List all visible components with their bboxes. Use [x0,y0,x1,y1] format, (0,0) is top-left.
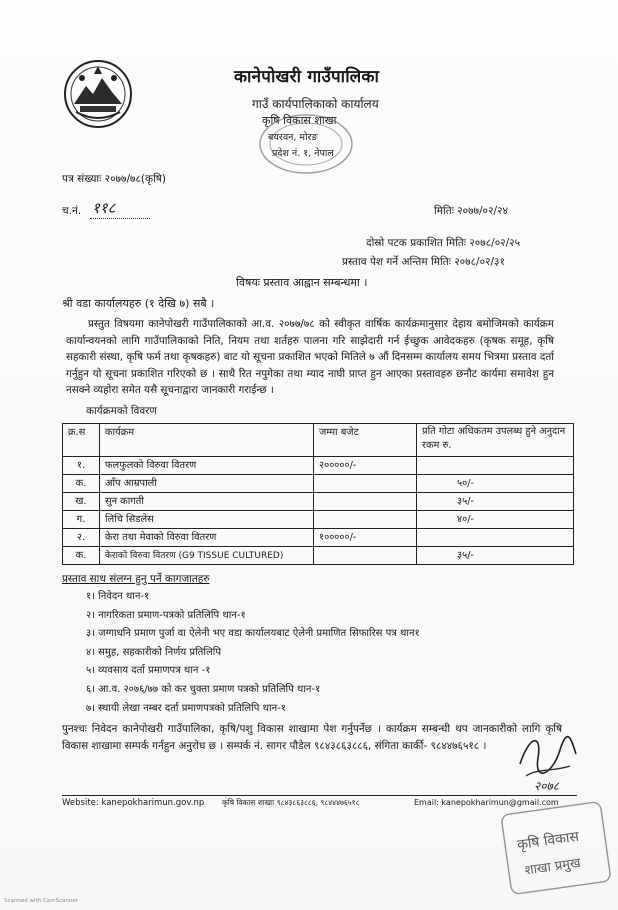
dispatch-number-label: च.नं. [62,205,82,217]
header-budget: जम्मा बजेट [314,424,417,457]
list-item: ३। जग्गाधनि प्रमाण पुर्जा वा ऐलेनी भए वडा कार्यालयबाट ऐलेनी प्रमाणित सिफारिस पत्र थान१ [86,628,420,640]
scanner-watermark: Scanned with CamScanner [4,898,78,904]
dispatch-number-underline [90,218,150,219]
list-item: २। नागरिकता प्रमाण-पत्रको प्रतिलिपि थान-१ [86,609,246,621]
letter-recipient: श्री वडा कार्यालयहरु (१ देखि ७) सबै । [62,297,215,310]
body-paragraph [66,316,554,399]
list-item: ५। व्यवसाय दर्ता प्रमाणपत्र थान -१ [86,665,211,677]
cell-budget: १०००००/- [314,529,417,547]
second-publish-date: दोस्रो पटक प्रकाशित मितिः २०७८/०२/२५ [366,237,521,249]
table-row [63,511,574,529]
footer-website: Website: kanepokharimun.gov.np [62,798,205,808]
last-submission-date: प्रस्ताव पेश गर्ने अन्तिम मितिः २०७८/०२/३१ [342,256,505,268]
letter-reference-number: पत्र संख्याः २०७७/७८(कृषि) [62,173,166,185]
office-seal-icon [256,112,356,176]
cell-subsidy: ३५/- [417,547,574,565]
office-address: बयरवन, मोरङ [268,132,318,143]
table-header-row [63,424,574,457]
letter-date: मितिः २०७७/०२/२४ [434,205,508,217]
footer-rule [62,795,577,796]
list-item: ७। स्थायी लेखा नम्बर दर्ता प्रमाणपत्रको प्रतिलिपि थान-१ [86,702,286,714]
list-item: १। निवेदन थान-१ [86,591,150,602]
signature-date: २०७८ [534,779,559,793]
closing-note: पुनश्चः निवेदन कानेपोखरी गाउँपालिका, कृषि/पशु विकास शाखामा पेश गर्नुपर्नेछ । कार्यक्रम सम्बन्धी थप जानकारीको लागि कृषि विकास शाखामा सम्पर्क गर्नहुन अनुरोध छ । सम्पर्क नं. सागर पौडेल ९८४३८६३८८६, संगिता कार्की- ९८४४७६५१८ । [62,723,562,752]
office-name: गाउँ कार्यपालिकाको कार्यालय [252,97,379,111]
cell-serial: ग. [63,511,100,529]
cell-budget [314,547,417,565]
cell-programme: केरा तथा मेवाको विरुवा वितरण [100,529,314,547]
cell-budget [314,475,417,493]
stamp-line-1: कृषि विकास [516,828,580,854]
stamp-line-2: शाखा प्रमुख [523,855,582,879]
table-row [63,529,574,547]
cell-programme: केराको विरुवा वितरण (G9 TISSUE CULTURED) [100,547,314,565]
table-row [63,457,574,475]
cell-programme: आँप आम्रपाली [100,475,314,493]
cell-subsidy: ३५/- [417,493,574,511]
cell-serial: ख. [63,493,100,511]
table-row [63,475,574,493]
table-caption: कार्यक्रमको विवरण [86,405,157,417]
dispatch-number: ११८ [92,199,116,217]
cell-budget: २०००००/- [314,457,417,475]
cell-serial: क. [63,475,100,493]
table-row [63,547,574,565]
cell-budget [314,493,417,511]
cell-programme: सुन कागती [100,493,314,511]
cell-subsidy [417,457,574,475]
cell-programme: लिचि सिडलेस [100,511,314,529]
footer-email: Email: kanepokharimun@gmail.com [414,798,559,807]
cell-subsidy: ४०/- [417,511,574,529]
list-item: ६। आ.व. २०७६/७७ को कर चुक्ता प्रमाण पत्रको प्रतिलिपि थान-१ [86,683,321,695]
body-paragraph-text: प्रस्तुत विषयमा कानेपोखरी गाउँपालिकाको आ.व. २०७७/७८ को स्वीकृत वार्षिक कार्यक्रमानुसार देहाय बमोजिमको कार्यक्रम कार्यान्वयनको लागि गाउँपालिकाको निति, नियम तथा शर्तहरु पालना गरि साझेदारी गर्न ईच्छुक आवेदकहरु (कृषक समूह, कृषि सहकारी संस्था, कृषि फर्म तथा कृषकहरु) बाट यो सूचना प्रकाशित भएको मितिले ७ औं दिनसम्म कार्यालय समय भित्रमा प्रस्ताव दर्ता गर्नुहुन यो सूचना प्रकाशित गरिएको छ । साथै रित नपुगेका तथा म्याद नाघी प्राप्त हुन आएका प्रस्तावहरु छनौट कार्यमा समावेश हुन नसक्ने व्यहोरा समेत यसै सूचनाद्वारा जानकारी गराईन्छ । [66,318,554,396]
programme-table [62,423,574,565]
office-province: प्रदेश नं. १, नेपाल [272,148,334,159]
letter-subject: विषयः प्रस्ताव आह्वान सम्बन्धमा । [236,276,368,289]
documents-list [86,588,420,718]
documents-heading: प्रस्ताव साथ संलग्न हुनु पर्ने कागजातहरु [62,573,210,585]
handwritten-signature-icon [512,724,582,794]
municipality-title: कानेपोखरी गाउँपालिका [234,67,380,87]
cell-serial: २. [63,529,100,547]
table-row [63,493,574,511]
cell-serial: क. [63,547,100,565]
footer-phone: कृषि विकास शाखाः ९८४३८६३८८६, ९८४४४७६५१८ [222,798,360,807]
cell-programme: फलफुलको विरुवा वितरण [100,457,314,475]
header-serial: क्र.स [63,424,100,457]
section-chief-stamp-icon [500,800,612,896]
municipality-emblem-icon [62,58,134,130]
cell-subsidy: ५०/- [417,475,574,493]
cell-budget [314,511,417,529]
section-name: कृषि विकास शाखा [262,114,337,127]
cell-subsidy [417,529,574,547]
header-subsidy: प्रति गोटा अधिकतम उपलब्ध हुने अनुदान रकम रु. [417,424,574,457]
cell-serial: १. [63,457,100,475]
list-item: ४। समुह, सहकारीको निर्णय प्रतिलिपि [86,646,222,658]
header-programme: कार्यक्रम [100,424,314,457]
